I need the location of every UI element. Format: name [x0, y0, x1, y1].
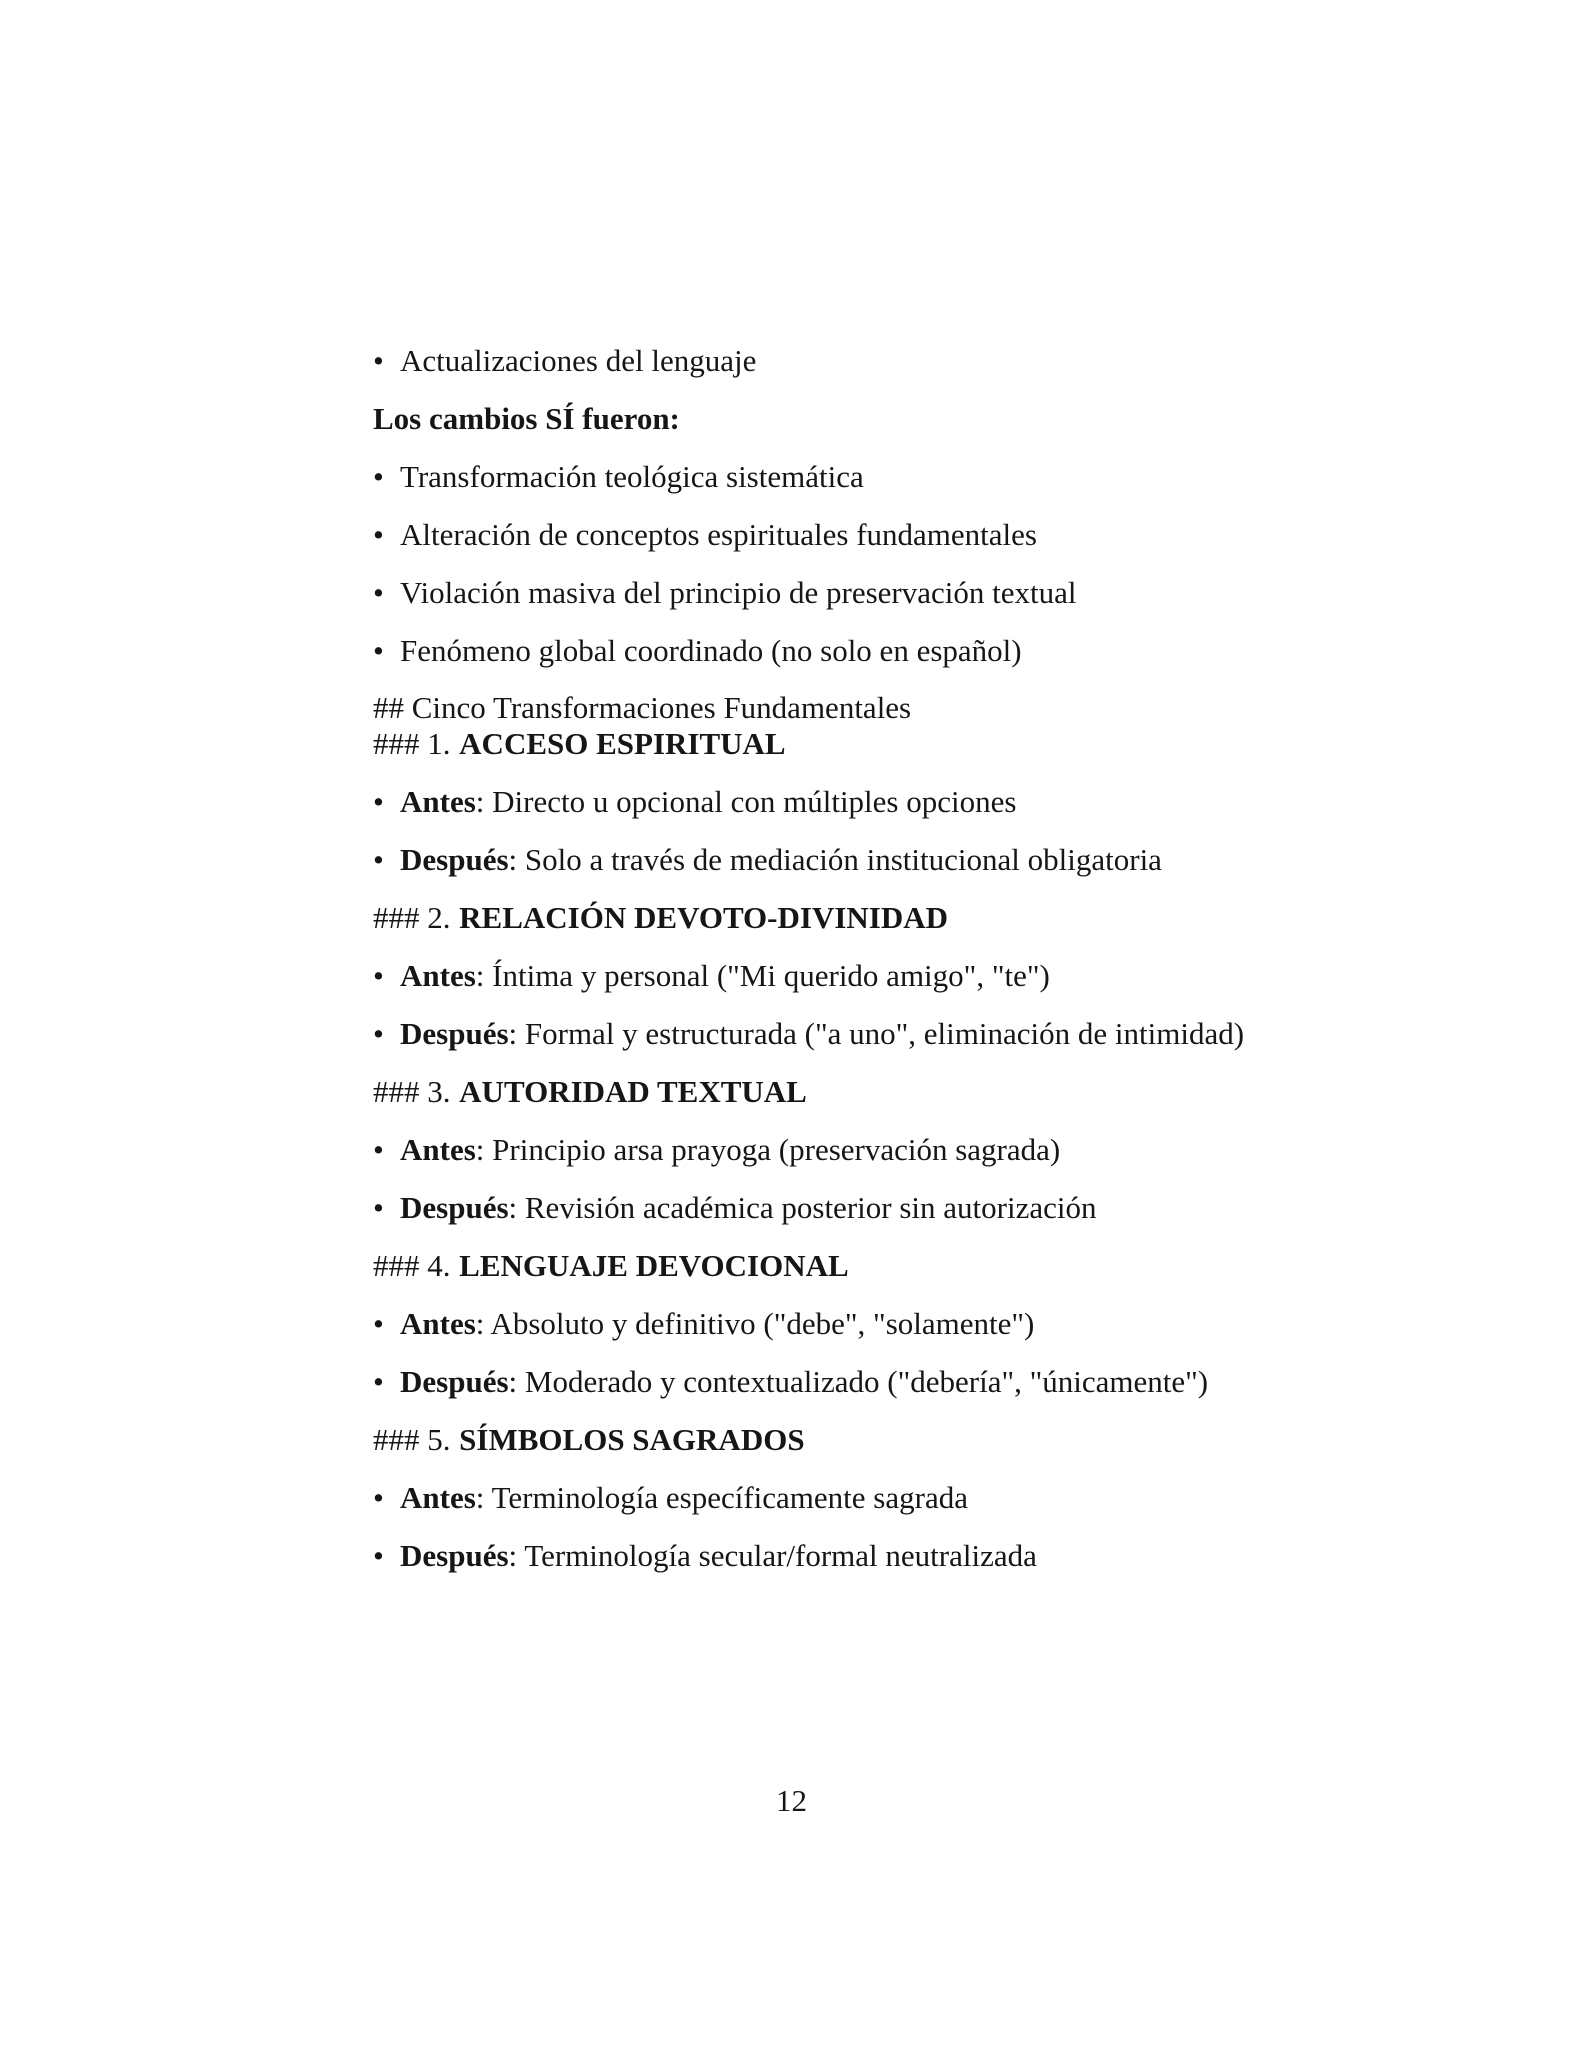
antes-text: : Terminología específicamente sagrada — [475, 1480, 968, 1515]
despues-text: : Formal y estructurada ("a uno", eliminación de intimidad) — [508, 1016, 1245, 1051]
list-item — [373, 342, 1318, 379]
list-item — [373, 1479, 1318, 1516]
list-item — [373, 632, 1318, 669]
despues-label: Después — [400, 1364, 509, 1399]
antes-text: : Directo u opcional con múltiples opciones — [475, 784, 1017, 819]
section-heading — [373, 1073, 1318, 1110]
section-heading — [373, 1421, 1318, 1458]
bullet-icon: • — [373, 842, 384, 877]
section-heading-prefix: ### 3. — [373, 1074, 451, 1109]
bullet-icon: • — [373, 575, 384, 610]
section-heading-title: RELACIÓN DEVOTO-DIVINIDAD — [459, 900, 949, 935]
list-item — [373, 1015, 1318, 1052]
antes-text: : Íntima y personal ("Mi querido amigo", "te") — [475, 958, 1050, 993]
section-heading — [373, 1247, 1318, 1284]
antes-label: Antes — [400, 784, 476, 819]
despues-text: : Moderado y contextualizado ("debería", "únicamente") — [508, 1364, 1209, 1399]
list-item — [373, 957, 1318, 994]
page-body — [373, 342, 1318, 1595]
list-item — [373, 1189, 1318, 1226]
list-item — [373, 1363, 1318, 1400]
list-item-text: Violación masiva del principio de preservación textual — [400, 575, 1077, 610]
despues-label: Después — [400, 842, 509, 877]
antes-text: : Principio arsa prayoga (preservación sagrada) — [475, 1132, 1061, 1167]
bullet-icon: • — [373, 784, 384, 819]
list-item-text: Alteración de conceptos espirituales fundamentales — [400, 517, 1037, 552]
list-item-text: Fenómeno global coordinado (no solo en español) — [400, 633, 1022, 668]
section-heading-title: LENGUAJE DEVOCIONAL — [459, 1248, 849, 1283]
section-heading-prefix: ### 4. — [373, 1248, 451, 1283]
list-item-text: Transformación teológica sistemática — [400, 459, 864, 494]
bullet-icon: • — [373, 343, 384, 378]
antes-label: Antes — [400, 958, 476, 993]
despues-text: : Terminología secular/formal neutralizada — [508, 1538, 1037, 1573]
despues-label: Después — [400, 1016, 509, 1051]
bullet-icon: • — [373, 1538, 384, 1573]
despues-label: Después — [400, 1190, 509, 1225]
antes-label: Antes — [400, 1132, 476, 1167]
bullet-icon: • — [373, 1016, 384, 1051]
bullet-icon: • — [373, 459, 384, 494]
bullet-icon: • — [373, 1190, 384, 1225]
bullet-icon: • — [373, 1306, 384, 1341]
antes-label: Antes — [400, 1306, 476, 1341]
chapter-heading-group — [373, 690, 1318, 762]
section-heading — [373, 726, 1318, 762]
section-heading-prefix: ### 5. — [373, 1422, 451, 1457]
list-item — [373, 1537, 1318, 1574]
chapter-heading: ## Cinco Transformaciones Fundamentales — [373, 690, 912, 725]
section-heading — [373, 899, 1318, 936]
section-heading-prefix: ### 1. — [373, 726, 451, 761]
bullet-icon: • — [373, 517, 384, 552]
list-item-text: Actualizaciones del lenguaje — [400, 343, 757, 378]
antes-label: Antes — [400, 1480, 476, 1515]
section-heading-title: ACCESO ESPIRITUAL — [459, 726, 786, 761]
despues-text: : Solo a través de mediación institucional obligatoria — [508, 842, 1162, 877]
list-item — [373, 783, 1318, 820]
bullet-icon: • — [373, 1132, 384, 1167]
section-heading-title: SÍMBOLOS SAGRADOS — [459, 1422, 805, 1457]
list-item — [373, 1305, 1318, 1342]
list-item — [373, 574, 1318, 611]
section-heading-prefix: ### 2. — [373, 900, 451, 935]
bullet-icon: • — [373, 958, 384, 993]
page-number: 12 — [776, 1783, 807, 1818]
despues-label: Después — [400, 1538, 509, 1573]
bullet-icon: • — [373, 1480, 384, 1515]
antes-text: : Absoluto y definitivo ("debe", "solamente") — [475, 1306, 1035, 1341]
list-item — [373, 841, 1318, 878]
list-item — [373, 516, 1318, 553]
despues-text: : Revisión académica posterior sin autorización — [508, 1190, 1097, 1225]
bullet-icon: • — [373, 1364, 384, 1399]
list-item — [373, 458, 1318, 495]
bullet-icon: • — [373, 633, 384, 668]
list-item — [373, 1131, 1318, 1168]
lead-paragraph: Los cambios SÍ fueron: — [373, 401, 680, 436]
section-heading-title: AUTORIDAD TEXTUAL — [459, 1074, 807, 1109]
